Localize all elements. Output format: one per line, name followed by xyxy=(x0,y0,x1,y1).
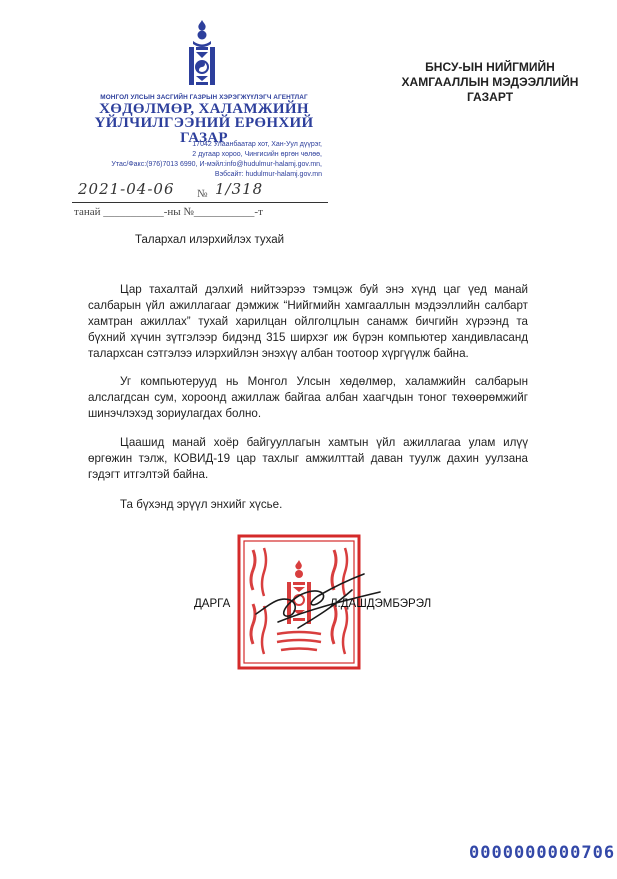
body-paragraph xyxy=(88,374,528,422)
date-underline xyxy=(72,202,328,203)
signer-title: ДАРГА xyxy=(194,598,231,610)
reference-line: танай ___________-ны №___________-т xyxy=(74,206,263,218)
body-paragraph-text: Уг компьютерууд нь Монгол Улсын хөдөлмөр, халамжийн салбарын алслагдсан сум, хороонд ажиллаж байгаа албан хаагчдын тоног төхөөрөмжийг шинэчлэхэд зориулагдах болно. xyxy=(88,375,528,420)
address-line: 17042 Улаанбаатар хот, Хан-Уул дүүрэг, xyxy=(192,141,322,148)
body-paragraph-text: Цар тахалтай дэлхий нийтээрээ тэмцэж буй энэ хүнд цаг үед манай салбарын үйл ажиллагааг дэмжиж “Нийгмийн хамгааллын мэдээллийн салбарт хамтран ажиллах” тухай харилцан ойлголцлын санамж бичгийн хүрээнд та бүхний хүчин зүтгэлээр бидэнд 315 ширхэг иж бүрэн компьютер хандивласанд талархсан сэтгэлээ илэрхийлэн энэхүү албан тоотоор хүргүүлж байна. xyxy=(88,283,528,360)
address-line: 2 дугаар хороо, Чингисийн өргөн чөлөө, xyxy=(192,151,322,158)
address-line: Вэбсайт: hudulmur-halamj.gov.mn xyxy=(214,171,322,178)
body-paragraph xyxy=(88,282,528,362)
letter-number: 1/318 xyxy=(215,180,264,198)
recipient-line2: ХАМГААЛЛЫН МЭДЭЭЛЛИЙН xyxy=(401,75,579,89)
letter-subject: Талархал илэрхийлэх тухай xyxy=(135,234,285,246)
recipient-line1: БНСУ-ЫН НИЙГМИЙН xyxy=(425,60,555,74)
serial-number: 0000000000706 xyxy=(469,843,616,863)
recipient-line3: ГАЗАРТ xyxy=(466,90,514,104)
soyombo-emblem-icon xyxy=(181,18,223,90)
letter-date: 2021-04-06 xyxy=(78,180,175,198)
body-paragraph xyxy=(88,435,528,483)
address-line: Утас/Факс:(976)7013 6990, И-мэйл:info@hudulmur-halamj.gov.mn, xyxy=(111,161,322,168)
body-paragraph-text: Цаашид манай хоёр байгууллагын хамтын үйл ажиллагаа улам илүү өргөжин тэлж, КОВИД-19 цар тахлыг амжилттай даван туулж дахин уулзана гэдэгт итгэлтэй байна. xyxy=(88,436,528,481)
org-name-line1: ХӨДӨЛМӨР, ХАЛАМЖИЙН xyxy=(99,101,309,117)
org-name-line2: ҮЙЛЧИЛГЭЭНИЙ ЕРӨНХИЙ ГАЗАР xyxy=(94,115,314,146)
closing-line: Та бүхэнд эрүүл энхийг хүсье. xyxy=(120,498,283,511)
signer-name: Л.ДАШДЭМБЭРЭЛ xyxy=(330,598,432,610)
agency-line: МОНГОЛ УЛСЫН ЗАСГИЙН ГАЗРЫН ХЭРЭГЖҮҮЛЭГЧ АГЕНТЛАГ xyxy=(100,94,308,101)
number-sign: № xyxy=(197,188,208,200)
